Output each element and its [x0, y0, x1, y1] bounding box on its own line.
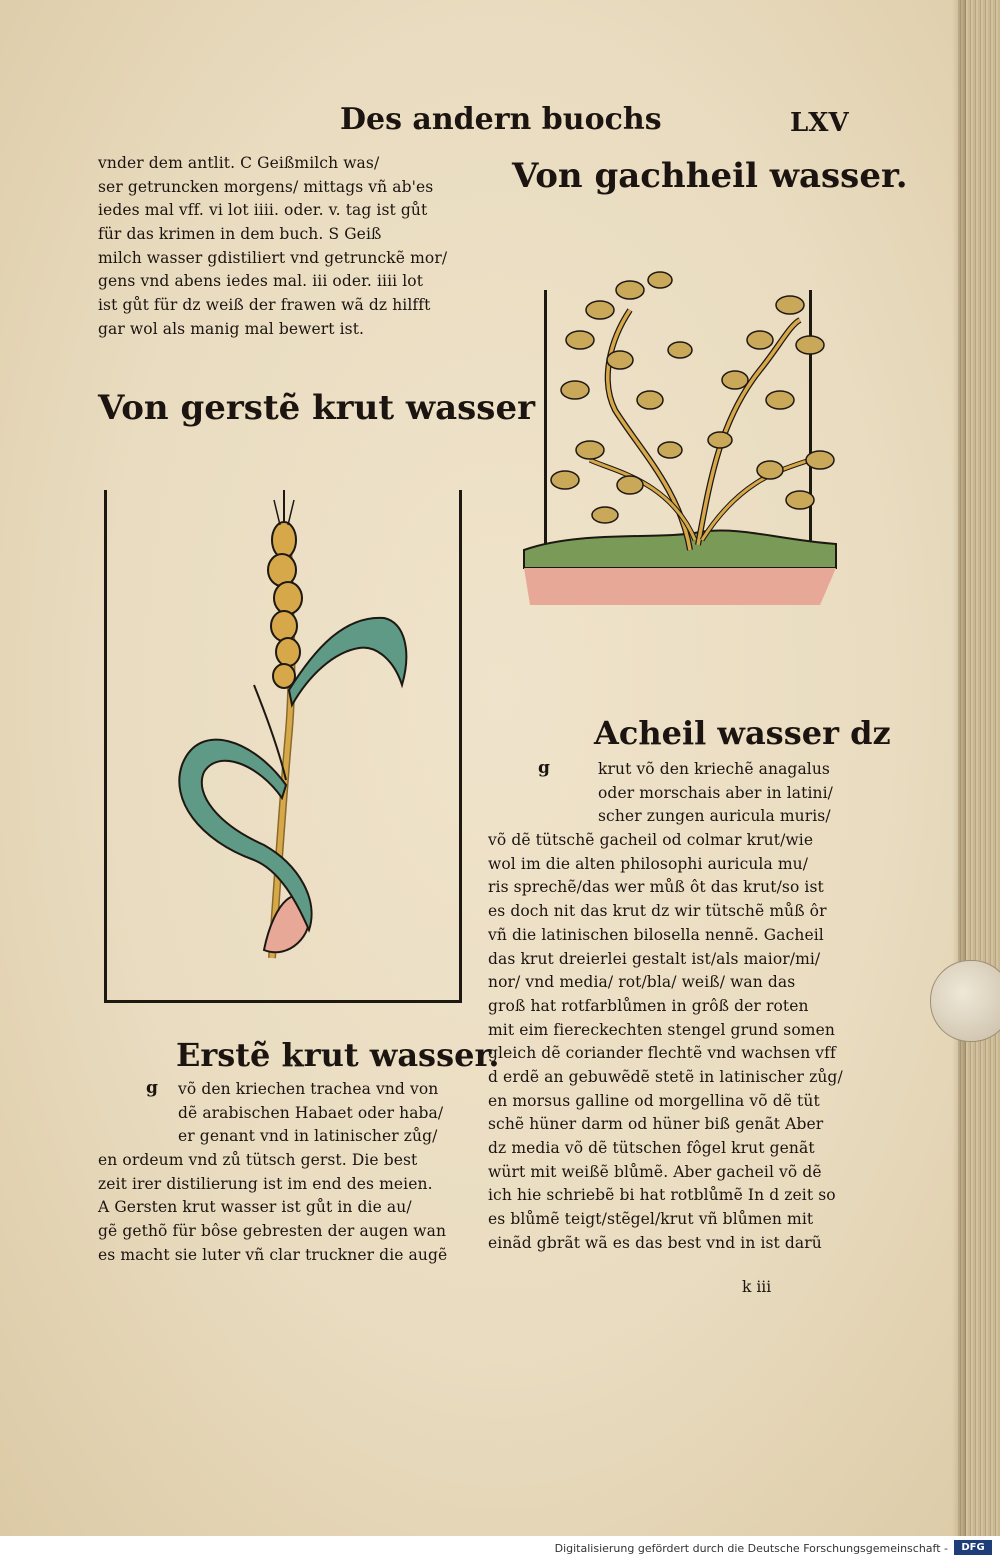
text-line: würt mit weißẽ blůmẽ. Aber gacheil võ dẽ	[488, 1162, 822, 1181]
text-line: gar wol als manig mal bewert ist.	[98, 319, 365, 338]
text-line: es blůmẽ teigt/stẽgel/krut vñ blůmen mit	[488, 1210, 814, 1229]
gachheil-woodcut	[520, 250, 840, 610]
text-line: zeit irer distilierung ist im end des meien.	[98, 1174, 433, 1193]
book-clasp	[930, 960, 1000, 1042]
text-line: scher zungen auricula muris/	[598, 807, 831, 826]
text-line: das krut dreierlei gestalt ist/als maior/mi/	[488, 949, 821, 968]
running-head: Des andern buochs	[340, 102, 662, 137]
text-line: dẽ arabischen Habaet oder haba/	[178, 1103, 444, 1122]
text-line: nor/ vnd media/ rot/bla/ weiß/ wan das	[488, 973, 796, 992]
dfg-logo: DFG	[954, 1540, 992, 1555]
text-line: ris sprechẽ/das wer můß ôt das krut/so ist	[488, 878, 824, 897]
text-line: für das krimen in dem buch. S Geiß	[98, 225, 382, 244]
text-line: gẽ gethõ für bôse gebresten der augen wan	[98, 1222, 447, 1241]
text-line: A Gersten krut wasser ist gůt in die au/	[98, 1198, 412, 1217]
text-line: iedes mal vff. vi lot iiii. oder. v. tag ist gůt	[98, 201, 428, 220]
text-line: vñ die latinischen bilosella nennẽ. Gacheil	[488, 925, 824, 944]
text-line: mit eim fiereckechten stengel grund somen	[488, 1020, 835, 1039]
text-line: võ den kriechen trachea vnd von	[178, 1080, 439, 1098]
text-line: dz media võ dẽ tütschen fôgel krut genãt	[488, 1139, 815, 1157]
text-line: wol im die alten philosophi auricula mu/	[488, 854, 809, 873]
folio-number: LXV	[790, 108, 849, 138]
text-line: krut võ den kriechẽ anagalus	[598, 760, 830, 778]
heading-acheil: Acheil wasser dz	[594, 714, 891, 752]
footer-bar	[0, 1536, 1000, 1560]
text-line: oder morschais aber in latini/	[598, 783, 833, 802]
erste-text	[98, 1078, 447, 1268]
paragraph-mark: g	[538, 758, 550, 778]
text-line: en morsus galline od morgellina võ dẽ tüt	[488, 1091, 820, 1110]
text-line: gens vnd abens iedes mal. iii oder. iiii lot	[98, 272, 424, 291]
column-1-top-text	[98, 152, 447, 342]
text-line: es doch nit das krut dz wir tütschẽ můß ôr	[488, 902, 827, 921]
text-line: ich hie schriebẽ bi hat rotblůmẽ In d zeit so	[488, 1186, 836, 1205]
text-line: groß hat rotfarblůmen in grôß der roten	[488, 996, 809, 1015]
heading-gachheil: Von gachheil wasser.	[512, 156, 908, 196]
signature-mark: k iii	[742, 1278, 772, 1296]
paragraph-mark: g	[146, 1078, 158, 1098]
page-edge-shadow	[952, 0, 966, 1536]
heading-gerste: Von gerstẽ krut wasser	[98, 388, 535, 428]
text-line: es macht sie luter vñ clar truckner die augẽ	[98, 1245, 448, 1264]
heading-erste: Erstẽ krut wasser.	[176, 1036, 500, 1074]
text-line: einãd gbrãt wã es das best vnd in ist darũ	[488, 1233, 822, 1252]
text-line: ser getruncken morgens/ mittags vñ ab'es	[98, 177, 434, 196]
barley-woodcut	[104, 480, 464, 1000]
text-line: ist gůt für dz weiß der frawen wã dz hilfft	[98, 296, 431, 315]
text-line: schẽ hüner darm od hüner biß genãt Aber	[488, 1115, 824, 1134]
acheil-text	[488, 758, 843, 1255]
text-line: vnder dem antlit. C Geißmilch was/	[98, 154, 380, 172]
text-line: er genant vnd in latinischer zůg/	[178, 1127, 438, 1146]
text-line: d erdẽ an gebuwẽdẽ stetẽ in latinischer zůg/	[488, 1067, 843, 1086]
text-line: gleich dẽ coriander flechtẽ vnd wachsen vff	[488, 1044, 836, 1063]
text-line: võ dẽ tütschẽ gacheil od colmar krut/wie	[488, 831, 814, 850]
text-line: milch wasser gdistiliert vnd getrunckẽ mor/	[98, 248, 448, 267]
footer-credit: Digitalisierung gefördert durch die Deutsche Forschungsgemeinschaft -	[554, 1542, 948, 1555]
text-line: en ordeum vnd zů tütsch gerst. Die best	[98, 1151, 418, 1170]
